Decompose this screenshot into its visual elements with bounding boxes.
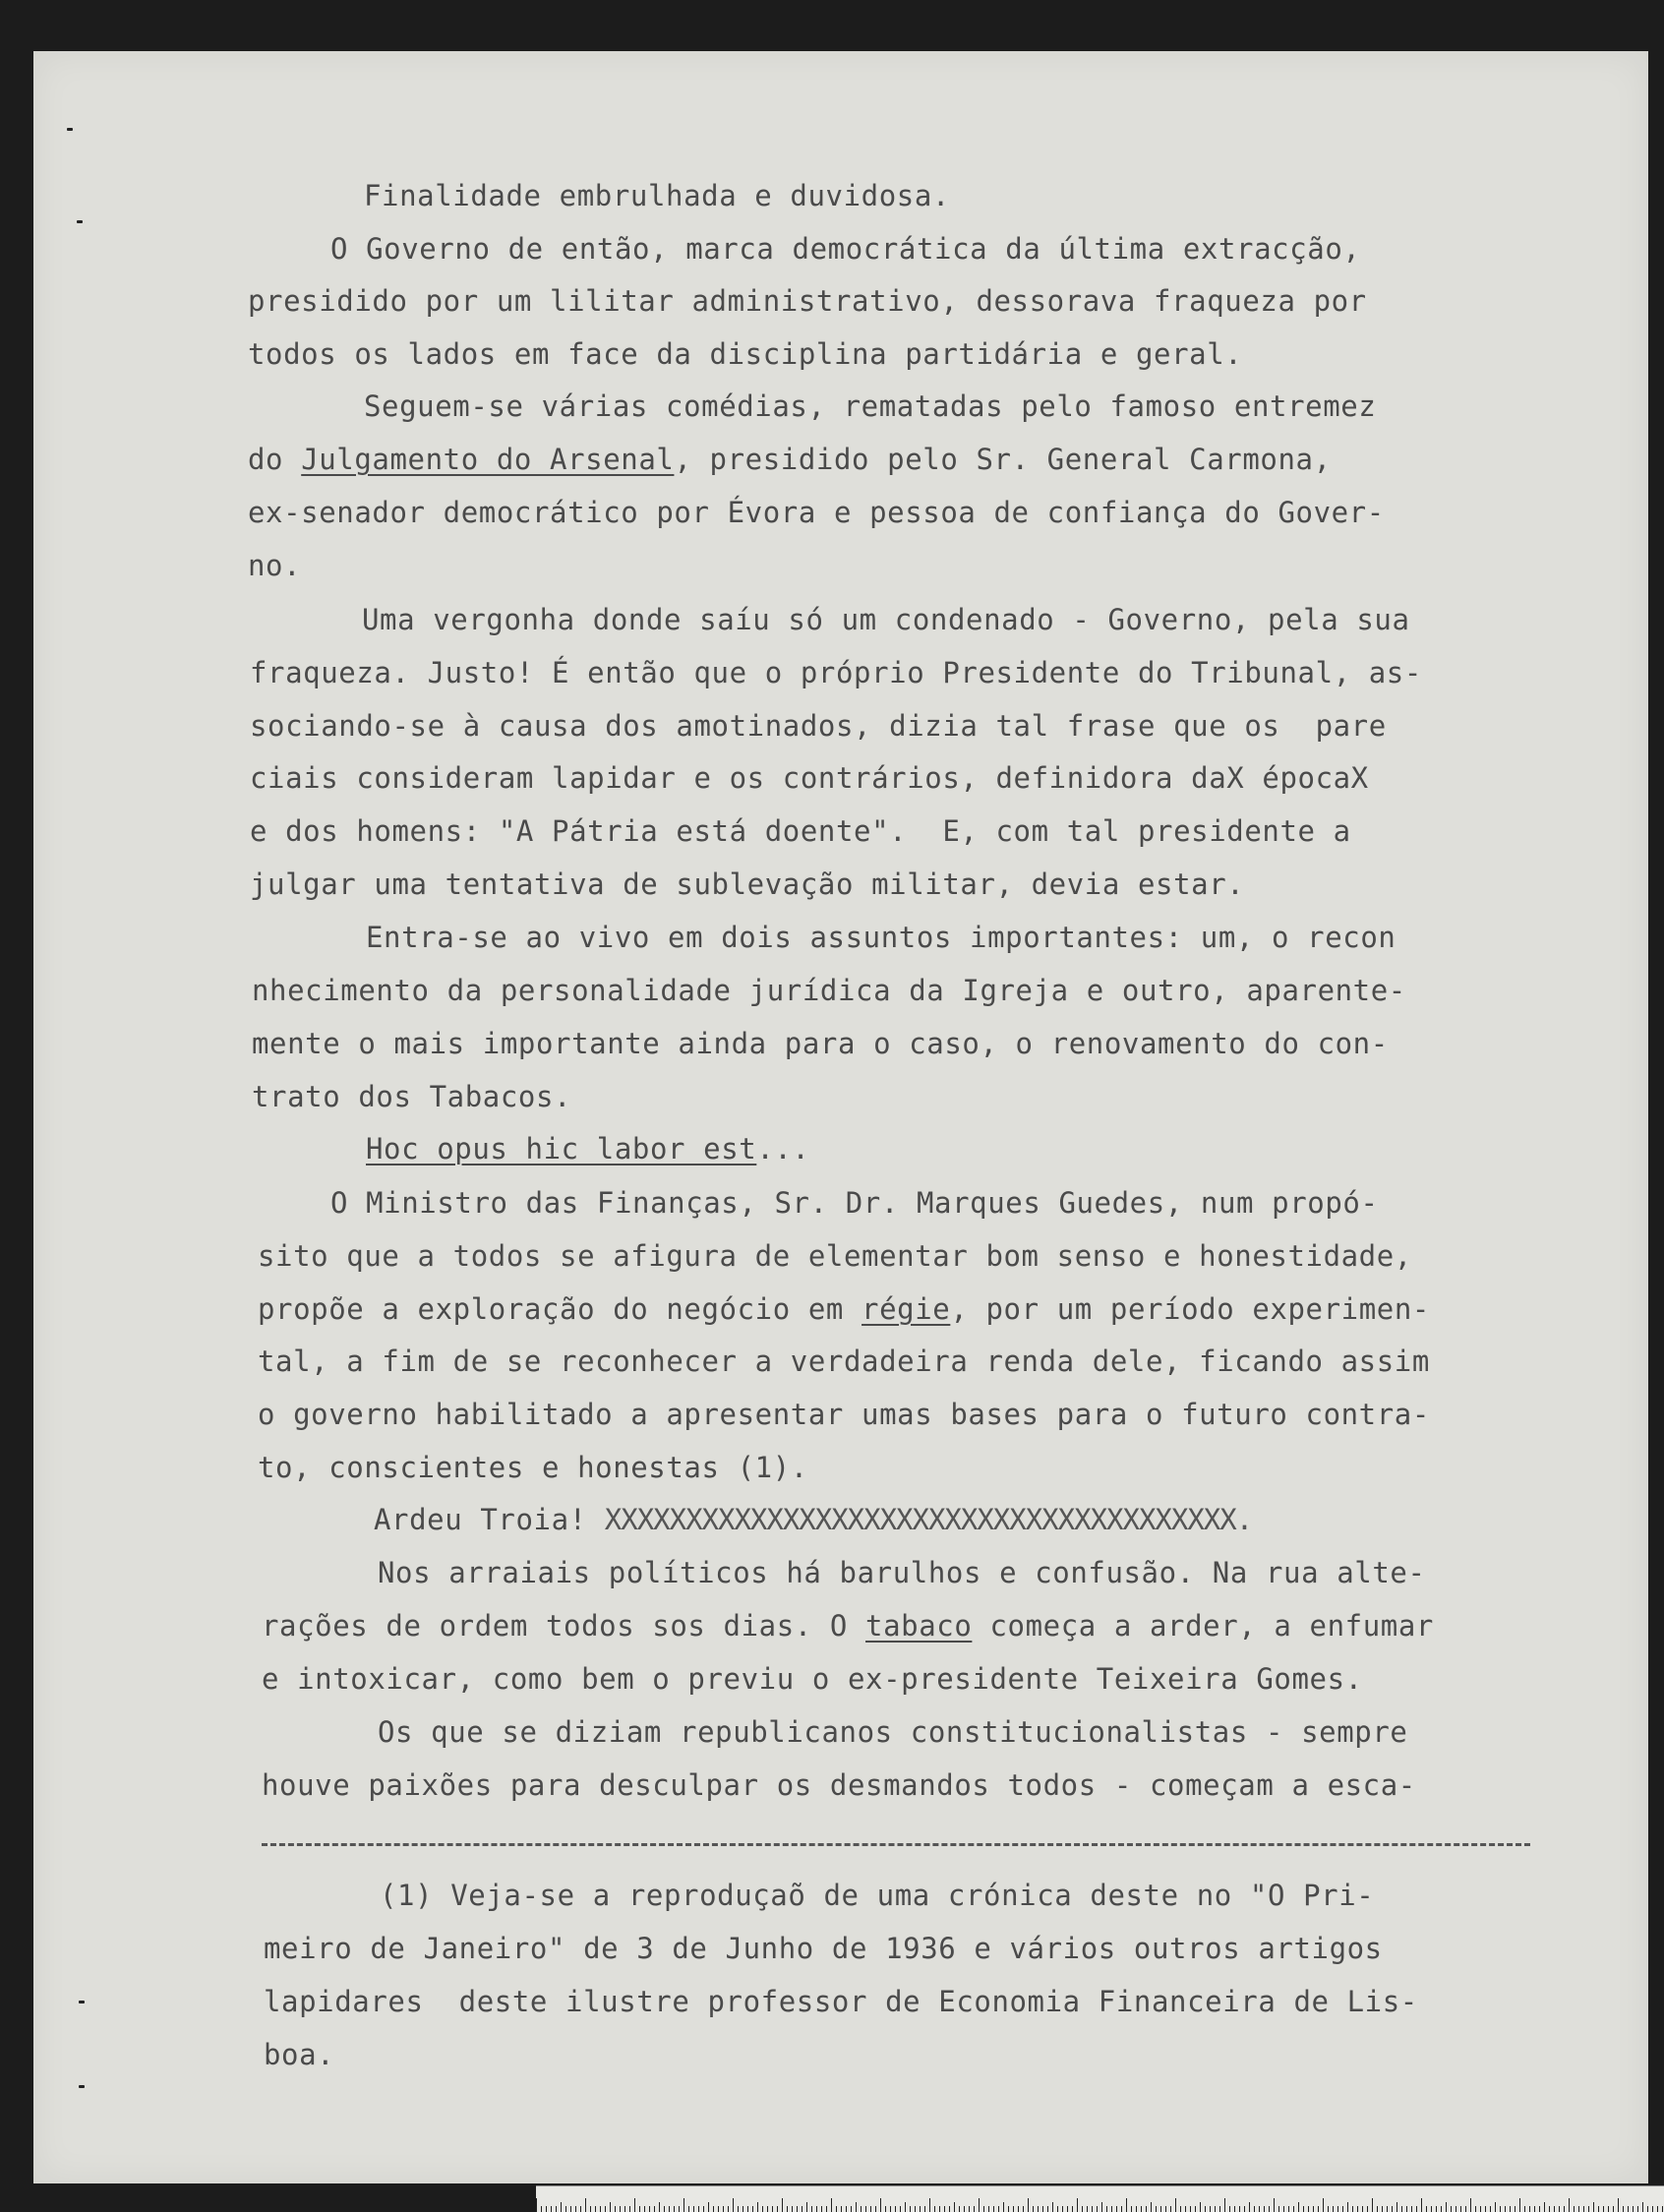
- ruler-tick: [861, 2206, 862, 2212]
- ruler-tick: [1136, 2206, 1137, 2212]
- ruler-tick: [782, 2198, 783, 2212]
- line-text: Entra-se ao vivo em dois assuntos importantes: um, o recon: [366, 921, 1397, 954]
- ruler-tick: [1451, 2206, 1452, 2212]
- ruler-tick: [693, 2206, 694, 2212]
- ruler-tick: [1613, 2206, 1614, 2212]
- ruler-tick: [1342, 2206, 1343, 2212]
- ruler-tick: [1583, 2206, 1584, 2212]
- line-text: presidido por um lilitar administrativo, dessorava fraqueza por: [248, 284, 1367, 318]
- ruler-tick: [964, 2206, 965, 2212]
- ruler-tick: [1028, 2198, 1029, 2212]
- ruler-tick: [1387, 2206, 1388, 2212]
- line-text: rações de ordem todos sos dias. O: [262, 1609, 866, 1643]
- ruler-tick: [1254, 2206, 1255, 2212]
- ruler-tick: [654, 2206, 655, 2212]
- ruler-tick: [1274, 2198, 1275, 2212]
- ruler-tick: [1337, 2206, 1338, 2212]
- ruler-tick: [787, 2206, 788, 2212]
- line-text: , presidido pelo Sr. General Carmona,: [674, 443, 1332, 476]
- ruler-tick: [915, 2206, 916, 2212]
- ruler-tick: [1628, 2206, 1629, 2212]
- ruler-tick: [1377, 2206, 1378, 2212]
- ruler-tick: [1018, 2206, 1019, 2212]
- scale-ruler: [536, 2185, 1664, 2212]
- ruler-tick: [713, 2206, 714, 2212]
- ruler-tick: [629, 2206, 630, 2212]
- ruler-tick: [723, 2206, 724, 2212]
- ruler-tick: [929, 2198, 930, 2212]
- ruler-tick: [556, 2206, 557, 2212]
- line-text: ex-senador democrático por Évora e pessoa de confiança do Gover-: [248, 496, 1385, 529]
- line-text: e dos homens: "A Pátria está doente". E, com tal presidente a: [250, 814, 1351, 848]
- binder-hole-mark: [77, 220, 83, 223]
- ruler-tick: [1441, 2206, 1442, 2212]
- line-text: do: [248, 443, 302, 476]
- line-text: Finalidade embrulhada e duvidosa.: [364, 179, 950, 212]
- line-text: fraqueza. Justo! É então que o próprio Presidente do Tribunal, as-: [250, 656, 1422, 689]
- ruler-tick: [1239, 2206, 1240, 2212]
- ruler-tick: [639, 2206, 640, 2212]
- ruler-tick: [974, 2206, 975, 2212]
- ruler-tick: [993, 2206, 994, 2212]
- ruler-tick: [1401, 2206, 1402, 2212]
- ruler-tick: [1357, 2206, 1358, 2212]
- ruler-tick: [836, 2206, 837, 2212]
- line-text: Uma vergonha donde saíu só um condenado - Governo, pela sua: [362, 603, 1410, 636]
- ruler-tick: [920, 2206, 921, 2212]
- ruler-tick: [1524, 2206, 1525, 2212]
- ruler-tick: [949, 2206, 950, 2212]
- ruler-tick: [703, 2206, 704, 2212]
- ruler-tick: [1244, 2206, 1245, 2212]
- ruler-tick: [1215, 2206, 1216, 2212]
- ruler-tick: [1141, 2206, 1142, 2212]
- line-text: O Ministro das Finanças, Sr. Dr. Marques Guedes, num propó-: [330, 1186, 1379, 1220]
- line-text: Ardeu Troia!: [374, 1503, 605, 1536]
- ruler-tick: [1185, 2206, 1186, 2212]
- ruler-tick: [1392, 2206, 1393, 2212]
- ruler-tick: [1657, 2206, 1658, 2212]
- line-text: no.: [248, 549, 302, 582]
- ruler-tick: [851, 2206, 852, 2212]
- line-text: nhecimento da personalidade jurídica da Igreja e outro, aparente-: [252, 974, 1406, 1007]
- ruler-tick: [1500, 2206, 1501, 2212]
- ruler-tick: [1318, 2206, 1319, 2212]
- ruler-tick: [1480, 2206, 1481, 2212]
- ruler-tick: [649, 2206, 650, 2212]
- ruler-tick: [1352, 2206, 1353, 2212]
- ruler-tick: [1205, 2206, 1206, 2212]
- ruler-tick: [546, 2206, 547, 2212]
- struck-out-text: XXXXXXXXXXXXXXXXXXXXXXXXXXXXXXXXXXXXXXX.: [604, 1503, 1253, 1536]
- ruler-tick: [924, 2206, 925, 2212]
- ruler-tick: [1308, 2206, 1309, 2212]
- ruler-tick: [1126, 2198, 1127, 2212]
- ruler-tick: [1608, 2206, 1609, 2212]
- ruler-tick: [1210, 2206, 1211, 2212]
- ruler-tick: [1574, 2206, 1575, 2212]
- ruler-tick: [767, 2206, 768, 2212]
- ruler-tick: [797, 2206, 798, 2212]
- ruler-tick: [688, 2206, 689, 2212]
- ruler-tick: [1288, 2206, 1289, 2212]
- line-text: todos os lados em face da disciplina partidária e geral.: [248, 337, 1243, 371]
- ruler-tick: [1278, 2206, 1279, 2212]
- ruler-tick: [772, 2206, 773, 2212]
- ruler-tick: [1313, 2206, 1314, 2212]
- ruler-tick: [1180, 2206, 1181, 2212]
- ruler-tick: [1490, 2206, 1491, 2212]
- ruler-tick: [1097, 2206, 1098, 2212]
- ruler-tick: [1519, 2198, 1520, 2212]
- line-text: houve paixões para desculpar os desmandos todos - começam a esca-: [262, 1768, 1416, 1802]
- ruler-tick: [1578, 2206, 1579, 2212]
- line-text: mente o mais importante ainda para o caso, o renovamento do con-: [252, 1027, 1389, 1060]
- ruler-tick: [683, 2198, 684, 2212]
- ruler-tick: [1633, 2206, 1634, 2212]
- ruler-tick: [969, 2206, 970, 2212]
- ruler-tick: [934, 2206, 935, 2212]
- ruler-tick: [1072, 2206, 1073, 2212]
- ruler-tick: [1146, 2206, 1147, 2212]
- ruler-tick: [1539, 2206, 1540, 2212]
- ruler-tick: [1623, 2206, 1624, 2212]
- ruler-tick: [1465, 2206, 1466, 2212]
- ruler-tick: [1219, 2206, 1220, 2212]
- ruler-tick: [580, 2206, 581, 2212]
- ruler-tick: [1111, 2206, 1112, 2212]
- line-text: ...: [756, 1132, 810, 1166]
- ruler-tick: [811, 2206, 812, 2212]
- ruler-tick: [1283, 2206, 1284, 2212]
- line-text: sociando-se à causa dos amotinados, dizia tal frase que os pare: [250, 709, 1387, 743]
- ruler-tick: [1406, 2206, 1407, 2212]
- ruler-tick: [1116, 2206, 1117, 2212]
- ruler-tick: [733, 2198, 734, 2212]
- ruler-tick: [1534, 2206, 1535, 2212]
- line-text: julgar uma tentativa de sublevação militar, devia estar.: [250, 867, 1245, 901]
- ruler-tick: [939, 2206, 940, 2212]
- ruler-tick: [1229, 2206, 1230, 2212]
- ruler-tick: [959, 2206, 960, 2212]
- ruler-tick: [1042, 2206, 1043, 2212]
- ruler-tick: [998, 2206, 999, 2212]
- ruler-tick: [846, 2206, 847, 2212]
- ruler-tick: [1598, 2206, 1599, 2212]
- ruler-tick: [1013, 2206, 1014, 2212]
- ruler-tick: [1564, 2206, 1565, 2212]
- ruler-tick: [1554, 2206, 1555, 2212]
- ruler-tick: [1328, 2206, 1329, 2212]
- ruler-tick: [983, 2206, 984, 2212]
- ruler-tick: [541, 2206, 542, 2212]
- ruler-tick: [1269, 2206, 1270, 2212]
- ruler-tick: [698, 2206, 699, 2212]
- ruler-tick: [1362, 2206, 1363, 2212]
- ruler-tick: [880, 2198, 881, 2212]
- ruler-tick: [679, 2206, 680, 2212]
- ruler-tick: [674, 2206, 675, 2212]
- ruler-tick: [738, 2206, 739, 2212]
- ruler-tick: [1131, 2206, 1132, 2212]
- ruler-tick: [979, 2198, 980, 2212]
- ruler-tick: [895, 2206, 896, 2212]
- ruler-tick: [1470, 2198, 1471, 2212]
- ruler-tick: [600, 2206, 601, 2212]
- ruler-tick: [1323, 2198, 1324, 2212]
- line-text: sito que a todos se afigura de elementar bom senso e honestidade,: [258, 1239, 1412, 1273]
- ruler-tick: [1372, 2198, 1373, 2212]
- ruler-tick: [1224, 2198, 1225, 2212]
- line-text: Seguem-se várias comédias, rematadas pelo famoso entremez: [364, 389, 1377, 423]
- ruler-tick: [1382, 2206, 1383, 2212]
- ruler-tick: [1549, 2206, 1550, 2212]
- ruler-tick: [816, 2206, 817, 2212]
- ruler-tick: [1559, 2206, 1560, 2212]
- ruler-tick: [1485, 2206, 1486, 2212]
- ruler-tick: [890, 2206, 891, 2212]
- ruler-tick: [1264, 2206, 1265, 2212]
- ruler-tick: [1057, 2206, 1058, 2212]
- ruler-tick: [826, 2206, 827, 2212]
- ruler-tick: [1156, 2206, 1157, 2212]
- ruler-tick: [910, 2206, 911, 2212]
- ruler-tick: [831, 2198, 832, 2212]
- ruler-tick: [792, 2206, 793, 2212]
- binder-hole-mark: [79, 2085, 85, 2088]
- ruler-tick: [777, 2206, 778, 2212]
- ruler-tick: [1333, 2206, 1334, 2212]
- ruler-tick: [644, 2206, 645, 2212]
- ruler-tick: [1475, 2206, 1476, 2212]
- ruler-tick: [762, 2206, 763, 2212]
- ruler-tick: [841, 2206, 842, 2212]
- ruler-tick: [1603, 2206, 1604, 2212]
- binder-hole-mark: [67, 128, 73, 131]
- underlined-text: Julgamento do Arsenal: [301, 443, 675, 476]
- line-text: Nos arraiais políticos há barulhos e confusão. Na rua alte-: [378, 1556, 1426, 1589]
- footnote-line: (1) Veja-se a reproduçaõ de uma crónica deste no "O Pri-: [380, 1879, 1375, 1912]
- underlined-text: tabaco: [865, 1609, 973, 1643]
- ruler-tick: [1652, 2206, 1653, 2212]
- ruler-tick: [1038, 2206, 1039, 2212]
- ruler-tick: [1662, 2206, 1663, 2212]
- ruler-tick: [1367, 2206, 1368, 2212]
- ruler-tick: [900, 2206, 901, 2212]
- ruler-tick: [1087, 2206, 1088, 2212]
- ruler-tick: [1082, 2206, 1083, 2212]
- ruler-tick: [624, 2206, 625, 2212]
- ruler-tick: [1436, 2206, 1437, 2212]
- ruler-tick: [870, 2206, 871, 2212]
- ruler-tick: [1092, 2206, 1093, 2212]
- ruler-tick: [1588, 2206, 1589, 2212]
- line-text: começa a arder, a enfumar: [972, 1609, 1434, 1643]
- line-text: O Governo de então, marca democrática da última extracção,: [330, 232, 1361, 266]
- ruler-tick: [1047, 2206, 1048, 2212]
- ruler-tick: [1234, 2206, 1235, 2212]
- ruler-tick: [1106, 2206, 1107, 2212]
- ruler-tick: [634, 2198, 635, 2212]
- document-page: [33, 51, 1648, 2183]
- ruler-tick: [1259, 2206, 1260, 2212]
- ruler-tick: [1067, 2206, 1068, 2212]
- ruler-tick: [1165, 2206, 1166, 2212]
- ruler-tick: [1195, 2206, 1196, 2212]
- ruler-tick: [1431, 2206, 1432, 2212]
- ruler-tick: [595, 2206, 596, 2212]
- ruler-tick: [1077, 2198, 1078, 2212]
- ruler-tick: [1505, 2206, 1506, 2212]
- ruler-tick: [821, 2206, 822, 2212]
- line-text: tal, a fim de se reconhecer a verdadeira renda dele, ficando assim: [258, 1345, 1430, 1378]
- ruler-tick: [1303, 2206, 1304, 2212]
- underlined-text: Hoc opus hic labor est: [366, 1132, 757, 1166]
- ruler-tick: [1033, 2206, 1034, 2212]
- ruler-tick: [570, 2206, 571, 2212]
- ruler-tick: [615, 2206, 616, 2212]
- ruler-tick: [1190, 2206, 1191, 2212]
- ruler-tick: [1618, 2198, 1619, 2212]
- ruler-tick: [1411, 2206, 1412, 2212]
- ruler-tick: [1023, 2206, 1024, 2212]
- ruler-tick: [1175, 2198, 1176, 2212]
- ruler-tick: [1416, 2206, 1417, 2212]
- ruler-tick: [1529, 2206, 1530, 2212]
- footnote-line: lapidares deste ilustre professor de Economia Financeira de Lis-: [264, 1985, 1418, 2018]
- ruler-tick: [1637, 2206, 1638, 2212]
- ruler-tick: [620, 2206, 621, 2212]
- ruler-tick: [1121, 2206, 1122, 2212]
- footnote-line: meiro de Janeiro" de 3 de Junho de 1936 e vários outros artigos: [264, 1932, 1383, 1965]
- ruler-tick: [1426, 2206, 1427, 2212]
- ruler-tick: [1510, 2206, 1511, 2212]
- line-text: trato dos Tabacos.: [252, 1080, 572, 1113]
- ruler-tick: [728, 2206, 729, 2212]
- line-text: , por um período experimen-: [950, 1292, 1430, 1326]
- footnote-block: [33, 51, 1648, 2183]
- underlined-text: régie: [862, 1292, 951, 1326]
- ruler-tick: [1160, 2206, 1161, 2212]
- line-text: to, conscientes e honestas (1).: [258, 1451, 808, 1484]
- line-text: propõe a exploração do negócio em: [258, 1292, 862, 1326]
- ruler-tick: [988, 2206, 989, 2212]
- ruler-tick: [565, 2206, 566, 2212]
- ruler-tick: [1460, 2206, 1461, 2212]
- ruler-tick: [1421, 2198, 1422, 2212]
- line-text: ciais consideram lapidar e os contrários, definidora daX épocaX: [250, 761, 1369, 795]
- binder-hole-mark: [79, 2001, 85, 2003]
- ruler-tick: [664, 2206, 665, 2212]
- ruler-tick: [1062, 2206, 1063, 2212]
- line-text: e intoxicar, como bem o previu o ex-presidente Teixeira Gomes.: [262, 1662, 1363, 1696]
- ruler-tick: [944, 2206, 945, 2212]
- ruler-tick: [875, 2206, 876, 2212]
- ruler-tick: [605, 2206, 606, 2212]
- ruler-tick: [885, 2206, 886, 2212]
- ruler-tick: [1647, 2206, 1648, 2212]
- ruler-tick: [1008, 2206, 1009, 2212]
- ruler-tick: [551, 2206, 552, 2212]
- ruler-tick: [1293, 2206, 1294, 2212]
- line-text: Os que se diziam republicanos constitucionalistas - sempre: [378, 1715, 1408, 1749]
- ruler-tick: [669, 2206, 670, 2212]
- ruler-tick: [718, 2206, 719, 2212]
- ruler-tick: [590, 2206, 591, 2212]
- ruler-tick: [575, 2206, 576, 2212]
- ruler-tick: [752, 2206, 753, 2212]
- ruler-tick: [585, 2198, 586, 2212]
- ruler-tick: [1569, 2198, 1570, 2212]
- ruler-tick: [865, 2206, 866, 2212]
- line-text: o governo habilitado a apresentar umas bases para o futuro contra-: [258, 1398, 1430, 1431]
- ruler-tick: [747, 2206, 748, 2212]
- ruler-tick: [1170, 2206, 1171, 2212]
- ruler-tick: [536, 2198, 537, 2212]
- footnote-line: boa.: [264, 2038, 335, 2071]
